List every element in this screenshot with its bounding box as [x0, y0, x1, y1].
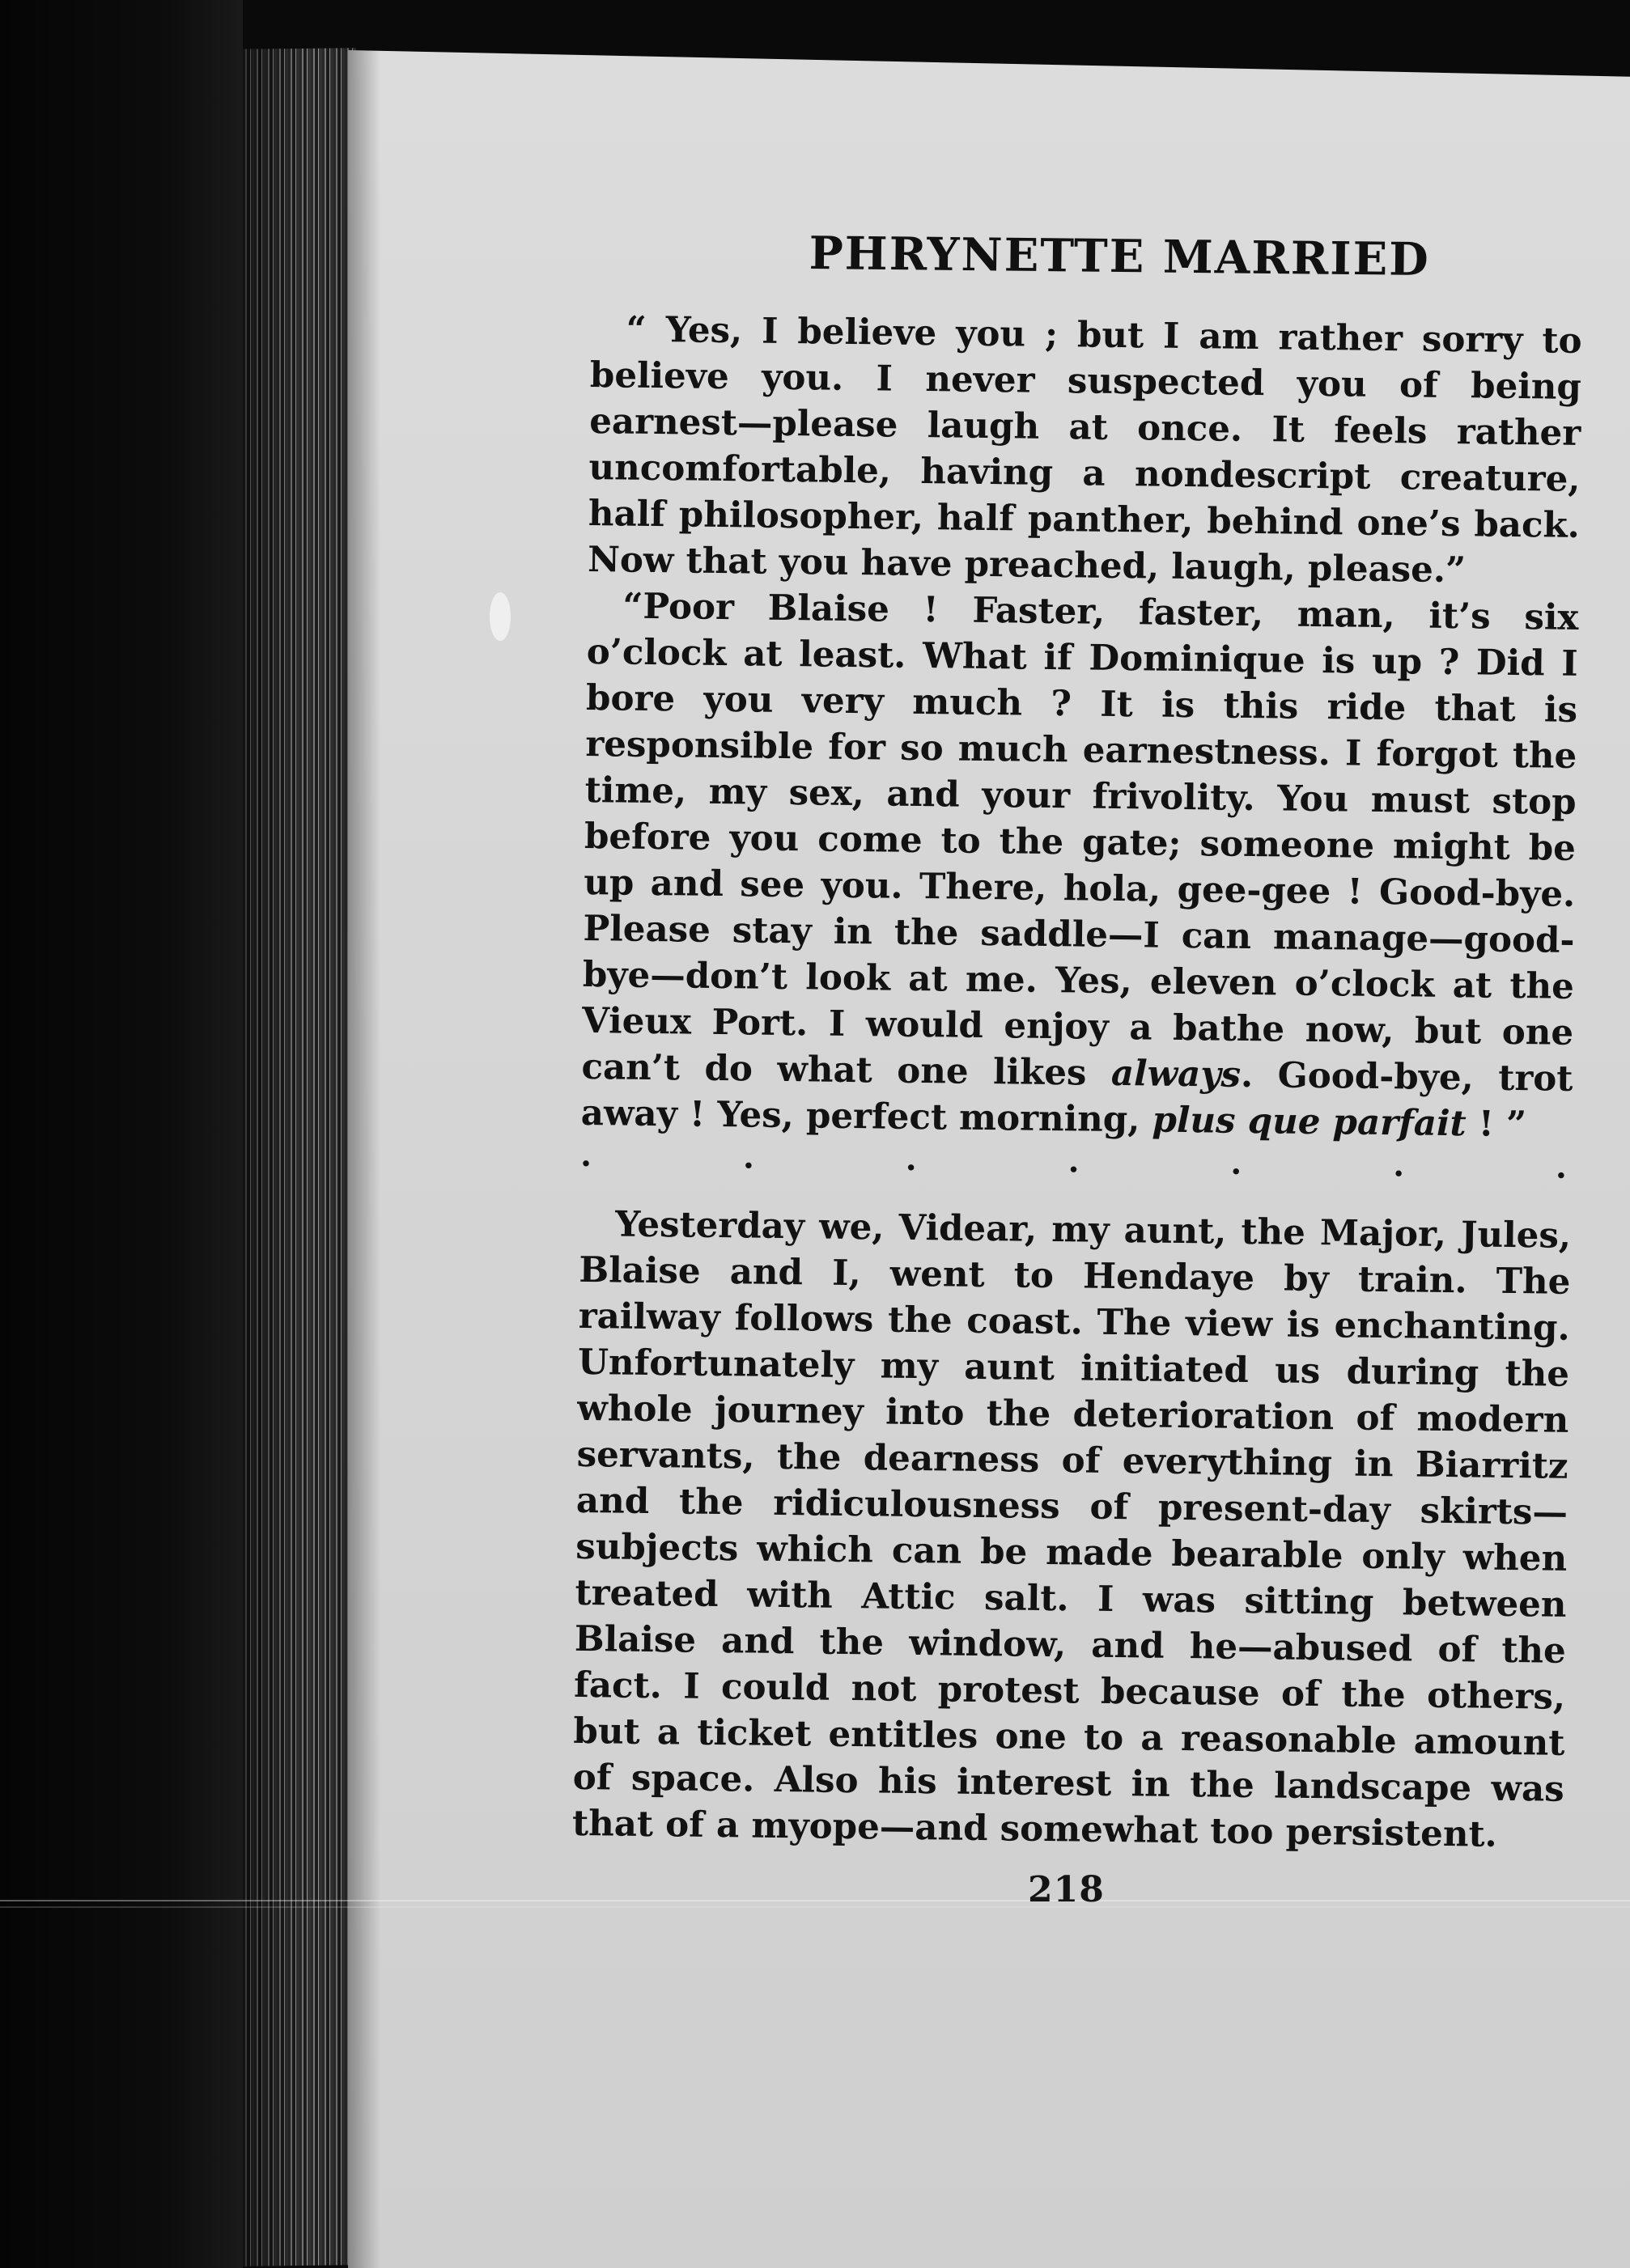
scan-artifact-line — [0, 1900, 1630, 1901]
break-dot: . — [905, 1139, 918, 1178]
paragraph-2-text-b: . Good-bye, trot away ! Yes, perfect morning, — [580, 1053, 1573, 1141]
paragraph-1: “ Yes, I believe you ; but I am rather sorry to believe you. I never suspected you of being earnest—please laugh at once. It feels rather uncomfortable, having a nondescript creature, half philosopher, half panther, behind one’s back. Now that you have preached, laugh, please.” — [587, 308, 1582, 591]
paragraph-2 — [580, 583, 1578, 1148]
scan-artifact-line — [0, 1906, 1630, 1908]
break-dot: . — [1230, 1143, 1242, 1182]
paragraph-2-emphasis-2: plus que parfait — [1152, 1099, 1467, 1145]
break-dot: . — [1555, 1147, 1568, 1186]
break-dot: . — [1068, 1142, 1080, 1181]
break-dot: . — [742, 1138, 755, 1176]
paragraph-2-emphasis-1: always — [1110, 1052, 1242, 1096]
page-edge-stack — [243, 48, 356, 2266]
break-dot: . — [579, 1135, 592, 1175]
page-number: 218 — [1028, 1869, 1105, 1910]
binding-shadow — [0, 0, 243, 2268]
paragraph-2-text-a: “Poor Blaise ! Faster, faster, man, it’s six o’clock at least. What if Dominique is up ? Did I bore you very much ? It is this ride that is responsible for so much earnestness. I forgot the time, my sex, and your frivolity. You must stop before you come to the gate; someone might be up and see you. There, hola, gee-gee ! Good-bye. Please stay in the saddle—I can manage—good-bye—don’t look at me. Yes, eleven o’clock at the Vieux Port. I would enjoy a bathe now, but one can’t do what one likes — [581, 585, 1579, 1094]
paragraph-3: Yesterday we, Videar, my aunt, the Major, Jules, Blaise and I, went to Hendaye by train. The railway follows the coast. The view is enchanting. Unfortunately my aunt initiated us during the whole journey into the deterioration of modern servants, the dearness of everything in Biarritz and the ridiculousness of present-day skirts—subjects which can be made bearable only when treated with Attic salt. I was sitting between Blaise and the window, and he—abused of the fact. I could not protest because of the others, but a ticket entitles one to a reasonable amount of space. Also his interest in the landscape was that of a myope—and somewhat too persistent. — [571, 1203, 1572, 1855]
paragraph-2-text-c: ! ” — [1466, 1103, 1527, 1146]
body-text — [572, 306, 1582, 1859]
break-dot: . — [1392, 1146, 1405, 1185]
paper-blemish — [490, 592, 511, 641]
running-head: PHRYNETTE MARRIED — [809, 227, 1431, 287]
